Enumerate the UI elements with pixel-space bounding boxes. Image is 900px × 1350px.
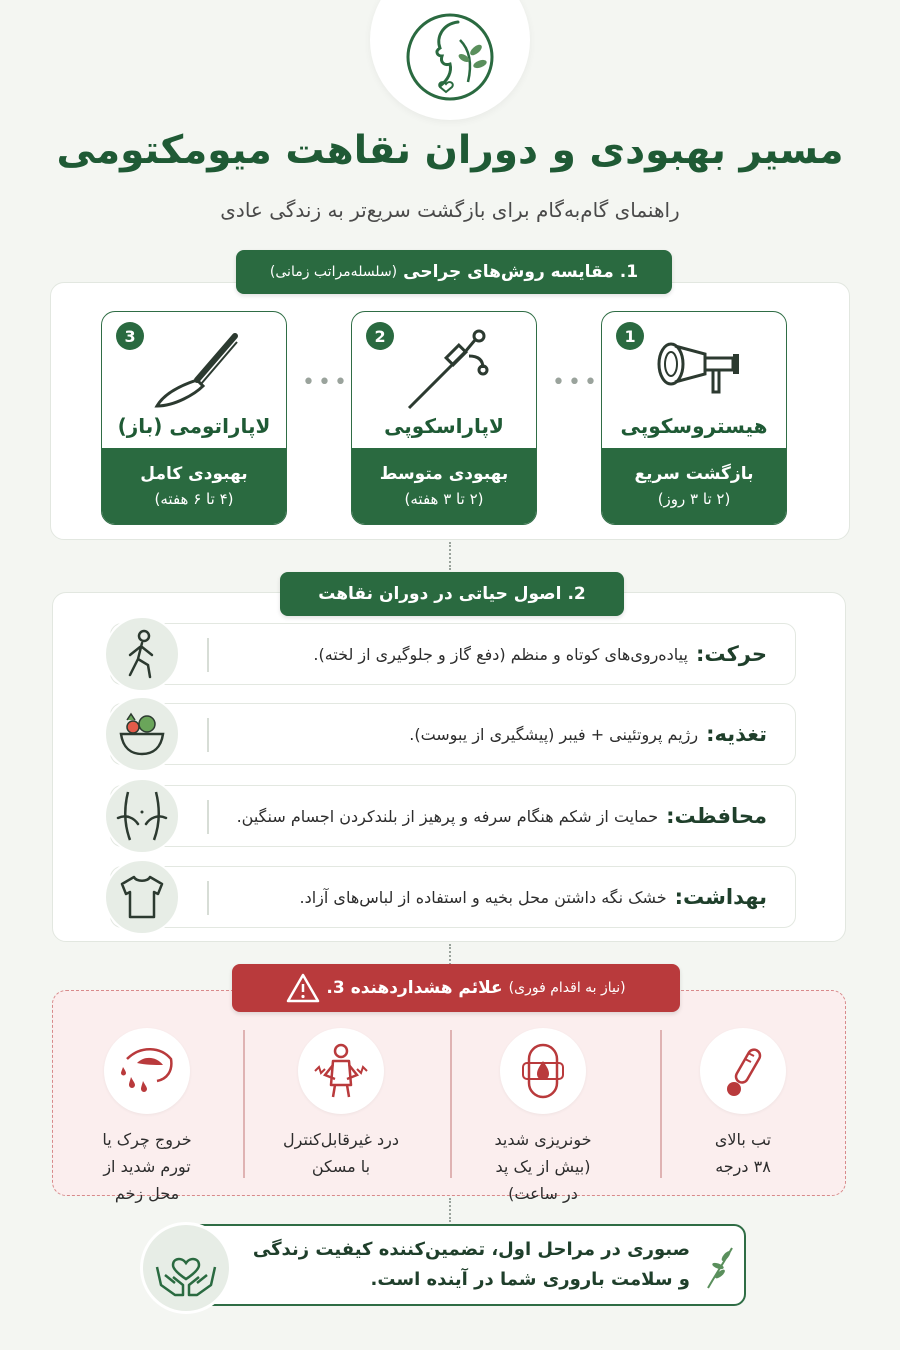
walking-person-icon bbox=[120, 629, 164, 679]
closing-line-1: صبوری در مراحل اول، تضمین‌کننده کیفیت زندگی bbox=[252, 1239, 690, 1260]
card-method-name: لاپاراتومی (باز) bbox=[117, 414, 271, 438]
row-label: محافظت: bbox=[666, 804, 767, 828]
row-content bbox=[409, 704, 767, 764]
warning-line: ۳۸ درجه bbox=[715, 1157, 771, 1176]
page-title: مسیر بهبودی و دوران نقاهت میومکتومی bbox=[56, 128, 844, 173]
warning-icon-circle bbox=[298, 1028, 384, 1114]
card-method-name: لاپاراسکوپی bbox=[384, 414, 504, 438]
section3-number: 3. bbox=[326, 978, 345, 998]
laparoscope-icon bbox=[395, 322, 495, 412]
row-divider bbox=[207, 718, 209, 752]
warning-triangle-icon bbox=[286, 973, 320, 1003]
closing-message bbox=[253, 1226, 690, 1304]
card-recovery-box bbox=[352, 448, 536, 524]
card-recovery-label: بهبودی کامل bbox=[140, 464, 248, 484]
warning-sign-pain bbox=[246, 1028, 436, 1180]
abdomen-support-icon bbox=[114, 788, 170, 844]
card-method-name: هیستروسکوپی bbox=[620, 414, 768, 438]
section2-title: اصول حیاتی در دوران نقاهت bbox=[318, 584, 562, 604]
warning-sign-bleeding bbox=[448, 1028, 638, 1207]
scalpel-icon bbox=[145, 322, 245, 412]
principle-row-movement bbox=[110, 623, 796, 685]
column-separator bbox=[243, 1030, 245, 1178]
dots-separator: ••• bbox=[552, 370, 600, 395]
warning-text bbox=[648, 1126, 838, 1180]
dotted-connector bbox=[449, 1198, 451, 1222]
section1-title: مقایسه روش‌های جراحی bbox=[403, 262, 614, 282]
logo-woman-leaf-icon bbox=[400, 10, 500, 105]
row-divider bbox=[207, 638, 209, 672]
section3-header bbox=[232, 964, 680, 1012]
wound-icon bbox=[117, 1041, 177, 1101]
column-separator bbox=[660, 1030, 662, 1178]
warning-line: تب بالای bbox=[714, 1130, 772, 1149]
card-duration: (۲ تا ۳ هفته) bbox=[404, 490, 484, 508]
warning-line: خونریزی شدید bbox=[494, 1130, 592, 1149]
card-recovery-label: بهبودی متوسط bbox=[379, 464, 509, 484]
warning-icon-circle bbox=[104, 1028, 190, 1114]
footer-icon-circle bbox=[140, 1222, 232, 1314]
hysteroscope-icon bbox=[645, 322, 745, 412]
warning-sign-fever bbox=[648, 1028, 838, 1180]
warning-line: خروج چرک یا bbox=[102, 1130, 192, 1149]
section3-note: (نیاز به اقدام فوری) bbox=[508, 980, 626, 996]
hands-heart-icon bbox=[153, 1237, 219, 1299]
page-subtitle: راهنمای گام‌به‌گام برای بازگشت سریع‌تر به زندگی عادی bbox=[220, 198, 680, 222]
warning-line: درد غیرقابل‌کنترل bbox=[283, 1130, 399, 1149]
row-icon-circle bbox=[104, 696, 180, 772]
surgery-card-laparotomy bbox=[101, 311, 287, 525]
card-recovery-box bbox=[602, 448, 786, 524]
warning-line: (بیش از یک پد bbox=[495, 1157, 591, 1176]
section1-note: (سلسله‌مراتب زمانی) bbox=[269, 264, 398, 280]
row-content bbox=[237, 786, 767, 846]
principle-row-nutrition bbox=[110, 703, 796, 765]
dots-separator: ••• bbox=[302, 370, 350, 395]
warning-sign-wound bbox=[52, 1028, 242, 1207]
section2-header bbox=[280, 572, 624, 616]
warning-icon-circle bbox=[500, 1028, 586, 1114]
row-content bbox=[313, 624, 767, 684]
warning-text bbox=[448, 1126, 638, 1207]
warning-text bbox=[52, 1126, 242, 1207]
tshirt-icon bbox=[118, 874, 166, 920]
card-duration: (۲ تا ۳ روز) bbox=[657, 490, 731, 508]
section1-number: 1. bbox=[619, 262, 639, 282]
row-description: خشک نگه داشتن محل بخیه و استفاده از لباس‌های آزاد. bbox=[299, 887, 667, 907]
row-icon-circle bbox=[104, 778, 180, 854]
warning-line: تورم شدید از bbox=[103, 1157, 191, 1176]
surgery-card-laparoscopy bbox=[351, 311, 537, 525]
warning-line: با مسکن bbox=[311, 1157, 371, 1176]
blood-pad-icon bbox=[521, 1041, 565, 1101]
leaf-sprig-icon bbox=[704, 1244, 738, 1290]
food-bowl-icon bbox=[117, 712, 167, 756]
row-description: حمایت از شکم هنگام سرفه و پرهیز از بلندکردن اجسام سنگین. bbox=[236, 806, 659, 826]
row-description: پیاده‌روی‌های کوتاه و منظم (دفع گاز و جلوگیری از لخته). bbox=[313, 644, 688, 664]
row-content bbox=[300, 867, 768, 927]
row-label: حرکت: bbox=[695, 642, 767, 666]
row-label: بهداشت: bbox=[674, 885, 767, 909]
column-separator bbox=[450, 1030, 452, 1178]
card-duration: (۴ تا ۶ هفته) bbox=[154, 490, 234, 508]
row-label: تغذیه: bbox=[706, 722, 767, 746]
section1-header bbox=[236, 250, 672, 294]
warning-icon-circle bbox=[700, 1028, 786, 1114]
row-icon-circle bbox=[104, 616, 180, 692]
surgery-card-hysteroscopy bbox=[601, 311, 787, 525]
row-icon-circle bbox=[104, 859, 180, 935]
warning-line: در ساعت) bbox=[508, 1184, 578, 1203]
thermometer-icon bbox=[718, 1043, 768, 1099]
row-divider bbox=[207, 800, 209, 834]
pain-person-icon bbox=[311, 1041, 371, 1101]
principle-row-protection bbox=[110, 785, 796, 847]
card-recovery-box bbox=[102, 448, 286, 524]
dotted-connector bbox=[449, 542, 451, 570]
warning-line: محل زخم bbox=[114, 1184, 180, 1203]
card-number: 3 bbox=[116, 322, 144, 350]
warning-text bbox=[246, 1126, 436, 1180]
section2-number: 2. bbox=[567, 584, 586, 604]
row-divider bbox=[207, 881, 209, 915]
card-recovery-label: بازگشت سریع bbox=[634, 464, 754, 484]
row-description: رژیم پروتئینی + فیبر (پیشگیری از یبوست). bbox=[409, 724, 699, 744]
card-number: 2 bbox=[366, 322, 394, 350]
closing-message-box bbox=[178, 1224, 746, 1306]
closing-line-2: و سلامت باروری شما در آینده است. bbox=[370, 1269, 690, 1290]
card-number: 1 bbox=[616, 322, 644, 350]
section3-title: علائم هشداردهنده bbox=[350, 978, 503, 998]
principle-row-hygiene bbox=[110, 866, 796, 928]
